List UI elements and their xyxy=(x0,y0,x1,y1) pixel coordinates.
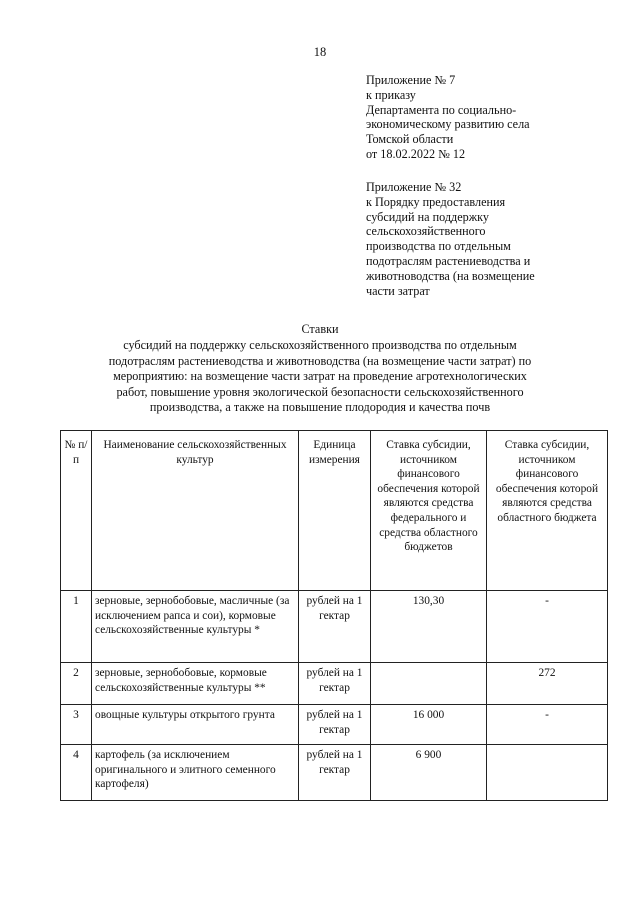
appendix-procedure-line: к Порядку предоставления xyxy=(366,194,506,209)
subtitle-line: производства, а также на повышение плодородия и качества почв xyxy=(149,400,491,415)
subtitle-line: работ, повышение уровня экологической безопасности сельскохозяйственного xyxy=(116,384,524,399)
appendix-order-line: к приказу xyxy=(366,87,416,102)
table-row xyxy=(61,591,608,663)
appendix-block-order xyxy=(366,73,606,162)
appendix-order-line: от 18.02.2022 № 12 xyxy=(366,146,466,161)
table-header-row xyxy=(61,431,608,591)
appendix-procedure-line: подотраслям растениеводства и xyxy=(366,253,531,268)
cell-num: 2 xyxy=(61,663,92,705)
appendix-block-procedure xyxy=(366,180,606,298)
subtitle-line: субсидий на поддержку сельскохозяйственного производства по отдельным xyxy=(123,338,517,352)
header-rate-federal: Ставка субсидии, источником финансового обеспечения которой являются средства федерального и средства областного бюджетов xyxy=(371,431,487,591)
header-crop-name: Наименование сельскохозяйственных культур xyxy=(92,431,299,591)
header-num: № п/п xyxy=(61,431,92,591)
cell-rate-regional: - xyxy=(487,705,608,745)
table-row xyxy=(61,745,608,801)
cell-crop-name: овощные культуры открытого грунта xyxy=(92,705,299,745)
cell-rate-regional: - xyxy=(487,591,608,663)
appendix-procedure-line: субсидий на поддержку xyxy=(366,209,490,224)
appendix-procedure-line: части затрат xyxy=(366,283,430,298)
cell-rate-regional: 272 xyxy=(487,663,608,705)
cell-rate-federal: 6 900 xyxy=(371,745,487,801)
cell-num: 3 xyxy=(61,705,92,745)
cell-crop-name: зерновые, зернобобовые, масличные (за исключением рапса и сои), кормовые сельскохозяйственные культуры * xyxy=(92,591,299,663)
subtitle-line: подотраслям растениеводства и животноводства (на возмещение части затрат) по xyxy=(108,353,532,368)
table-row xyxy=(61,663,608,705)
cell-rate-federal: 130,30 xyxy=(371,591,487,663)
cell-rate-federal: 16 000 xyxy=(371,705,487,745)
appendix-procedure-line: сельскохозяйственного xyxy=(366,224,486,239)
appendix-order-line: экономическому развитию села xyxy=(366,117,530,132)
appendix-procedure-line: Приложение № 32 xyxy=(366,180,462,194)
appendix-order-line: Томской области xyxy=(366,132,454,147)
cell-unit: рублей на 1 гектар xyxy=(299,663,371,705)
appendix-procedure-line: животноводства (на возмещение xyxy=(366,268,535,283)
cell-unit: рублей на 1 гектар xyxy=(299,705,371,745)
subsidy-rates-table xyxy=(60,430,608,801)
cell-crop-name: картофель (за исключением оригинального и элитного семенного картофеля) xyxy=(92,745,299,801)
cell-rate-federal xyxy=(371,663,487,705)
subtitle-line: мероприятию: на возмещение части затрат на проведение агротехнологических xyxy=(113,369,527,384)
cell-unit: рублей на 1 гектар xyxy=(299,745,371,801)
appendix-order-line: Департамента по социально- xyxy=(366,102,517,117)
document-subtitle xyxy=(40,338,600,416)
appendix-procedure-line: производства по отдельным xyxy=(366,239,511,254)
appendix-order-line: Приложение № 7 xyxy=(366,73,456,87)
document-title: Ставки xyxy=(301,322,339,336)
header-rate-regional: Ставка субсидии, источником финансового обеспечения которой являются средства областного бюджета xyxy=(487,431,608,591)
cell-rate-regional xyxy=(487,745,608,801)
cell-num: 4 xyxy=(61,745,92,801)
table-row xyxy=(61,705,608,745)
cell-unit: рублей на 1 гектар xyxy=(299,591,371,663)
header-unit: Единица измерения xyxy=(299,431,371,591)
page-number: 18 xyxy=(313,45,327,59)
cell-crop-name: зерновые, зернобобовые, кормовые сельскохозяйственные культуры ** xyxy=(92,663,299,705)
cell-num: 1 xyxy=(61,591,92,663)
